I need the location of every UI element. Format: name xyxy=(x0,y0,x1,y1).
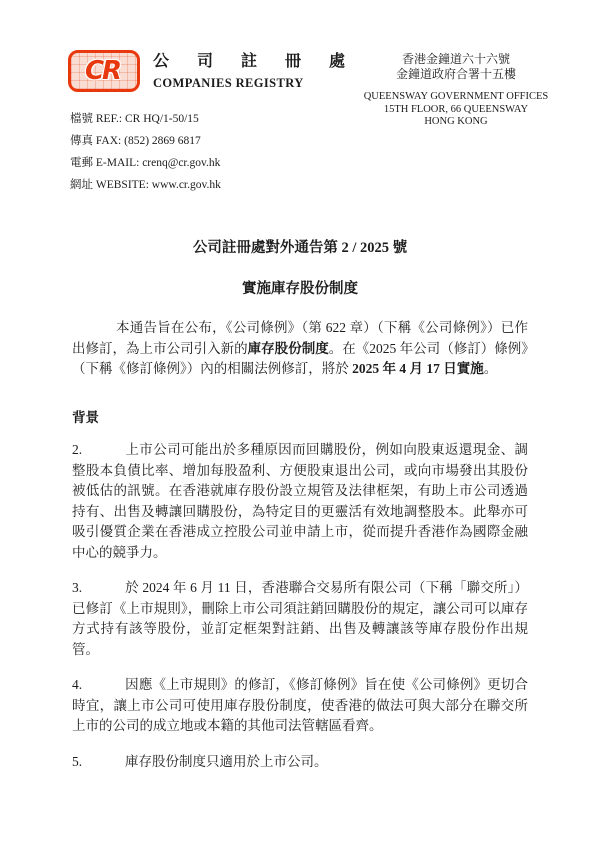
paragraph-text: 於 2024 年 6 月 11 日，香港聯合交易所有限公司（下稱「聯交所」）已修訂《上市規則》，刪除上市公司須註銷回購股份的規定，讓公司可以庫存方式持有該等股份，並訂定框架對註銷、出售及轉讓該等庫存股份作出規管。 xyxy=(72,580,528,657)
intro-bold-segment: 2025 年 4 月 17 日實施 xyxy=(352,361,484,376)
office-address-english xyxy=(340,91,572,129)
background-heading: 背景 xyxy=(72,409,99,425)
org-names xyxy=(153,50,357,91)
address-zh-line2: 金鐘道政府合署十五樓 xyxy=(395,67,516,81)
notice-number-title: 公司註冊處對外通告第 2 / 2025 號 xyxy=(192,240,408,256)
notice-titles xyxy=(0,236,600,298)
contact-label: 電郵 E-MAIL: xyxy=(70,157,143,169)
paragraph-text: 上市公司可能出於多種原因而回購股份，例如向股東返還現金、調整股本負債比率、增加每股盈利、方便股東退出公司，或向市場發出其股份被低估的訊號。在香港就庫存股份設立規管及法律框架，有助上市公司透過持有、出售及轉讓回購股份，為特定目的更靈活有效地調整股本。此舉亦可吸引優質企業在香港成立控股公司並申請上市，從而提升香港作為國際金融中心的競爭力。 xyxy=(72,442,528,560)
document-body xyxy=(72,318,528,772)
org-name-chinese: 公 司 註 冊 處 xyxy=(153,53,358,70)
contact-row xyxy=(70,154,221,176)
cr-logo-letters: CR xyxy=(84,56,121,86)
contact-row xyxy=(70,110,221,132)
intro-paragraph xyxy=(72,318,528,380)
contact-value: crenq@cr.gov.hk xyxy=(142,157,221,169)
numbered-paragraph xyxy=(72,440,528,563)
intro-bold-segment: 庫存股份制度 xyxy=(247,340,329,356)
contact-label: 檔號 REF.: xyxy=(70,113,125,125)
contact-row xyxy=(70,176,221,198)
org-name-english: COMPANIES REGISTRY xyxy=(153,75,304,90)
contact-value: www.cr.gov.hk xyxy=(151,179,221,191)
paragraph-text: 因應《上市規則》的修訂，《修訂條例》旨在使《公司條例》更切合時宜，讓上市公司可使用庫存股份制度，使香港的做法可與大部分在聯交所上市的公司的成立地或本籍的其他司法管轄區看齊。 xyxy=(72,677,528,733)
address-en-line1: QUEENSWAY GOVERNMENT OFFICES xyxy=(363,91,549,102)
contact-block xyxy=(70,110,221,198)
numbered-paragraph xyxy=(72,675,528,737)
address-en-line3: HONG KONG xyxy=(424,116,488,127)
paragraph-number: 5. xyxy=(72,753,83,769)
numbered-paragraph xyxy=(72,578,528,660)
numbered-paragraph xyxy=(72,752,528,773)
paragraph-number: 2. xyxy=(72,442,83,457)
paragraph-text: 庫存股份制度只適用於上市公司。 xyxy=(125,753,328,769)
intro-text-segment: 本通告旨在公布，《公司條例》（第 622 章）（下稱《公司條例》）已作出修訂，為上市公司引入新的 xyxy=(72,320,528,356)
intro-text-segment: 。 xyxy=(483,361,498,376)
contact-value: (852) 2869 6817 xyxy=(124,135,201,147)
notice-subject-title: 實施庫存股份制度 xyxy=(242,281,358,297)
intro-text-segment: 。在《2025 年公司（修訂）條例》（下稱《修訂條例》）內的相關法例修訂，將於 xyxy=(72,340,529,376)
contact-label: 網址 WEBSITE: xyxy=(70,179,152,191)
office-address-chinese xyxy=(340,52,572,82)
companies-registry-logo xyxy=(68,50,140,92)
address-zh-line1: 香港金鐘道六十六號 xyxy=(401,52,510,66)
office-address-block xyxy=(340,52,572,129)
contact-value: CR HQ/1-50/15 xyxy=(125,113,199,125)
paragraph-number: 3. xyxy=(72,580,83,595)
contact-label: 傳真 FAX: xyxy=(70,135,125,147)
header-left xyxy=(68,50,357,92)
numbered-paragraphs xyxy=(72,440,528,772)
address-en-line2: 15TH FLOOR, 66 QUEENSWAY xyxy=(383,103,529,115)
paragraph-number: 4. xyxy=(72,677,83,692)
contact-row xyxy=(70,132,221,154)
